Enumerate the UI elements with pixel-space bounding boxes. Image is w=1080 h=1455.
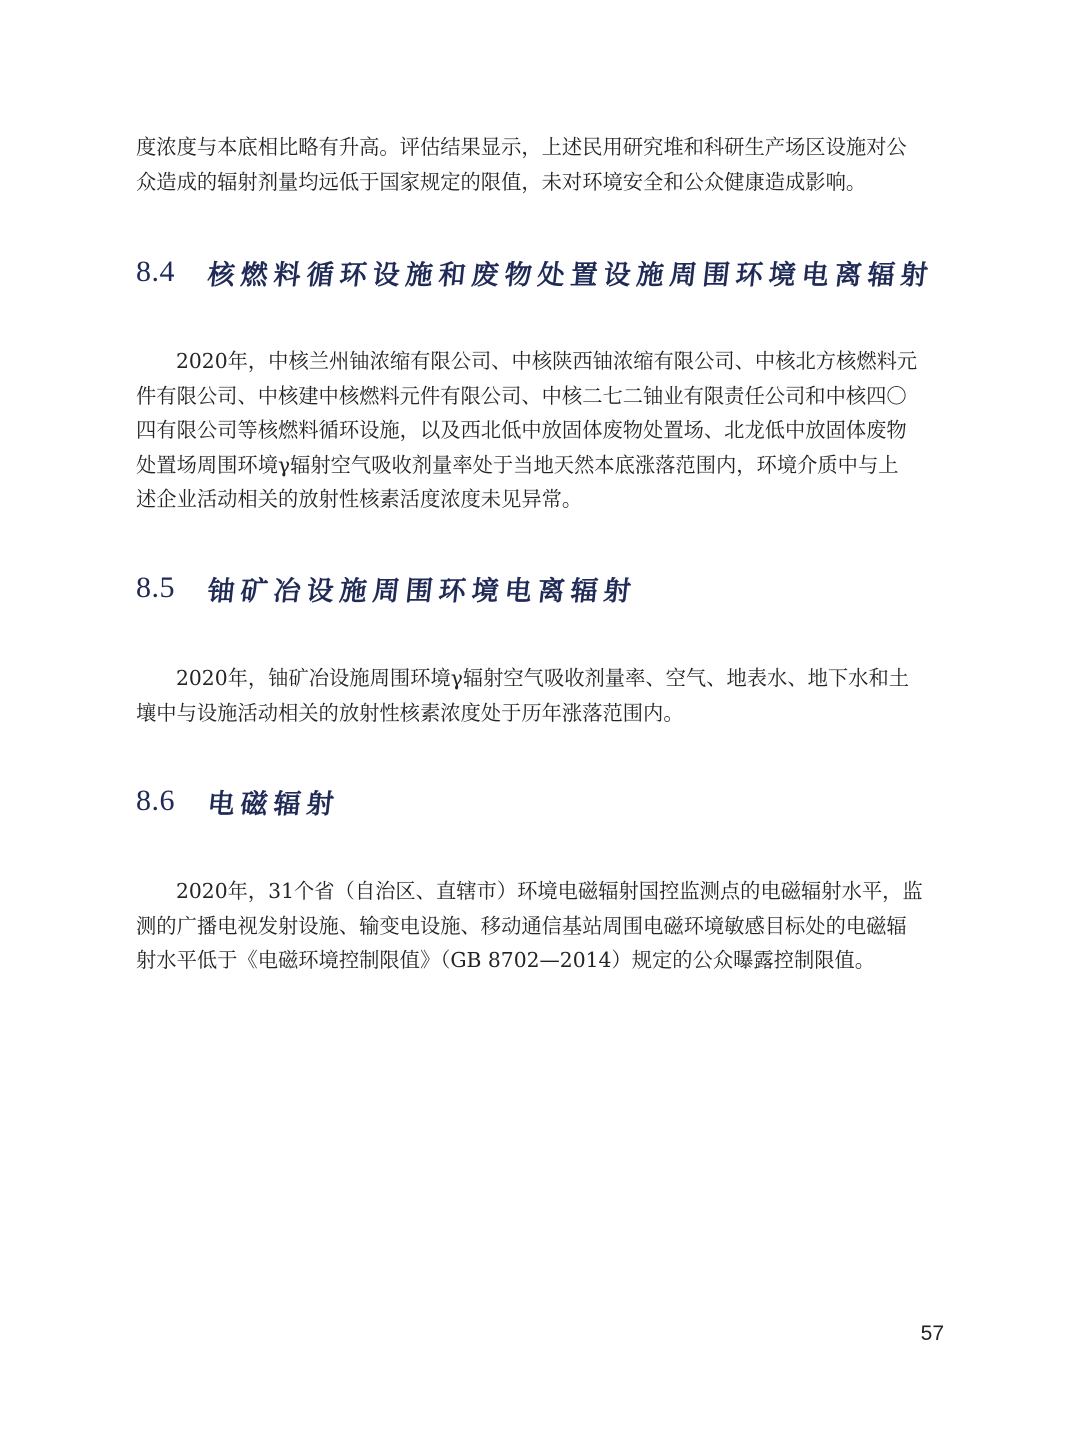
paragraph-line: 处置场周围环境γ辐射空气吸收剂量率处于当地天然本底涨落范围内，环境介质中与上 — [136, 452, 899, 477]
page-number: 57 — [920, 1322, 944, 1345]
paragraph-line: 2020年，中核兰州铀浓缩有限公司、中核陕西铀浓缩有限公司、中核北方核燃料元 — [176, 349, 918, 373]
section-8-5-paragraph — [136, 661, 948, 730]
paragraph-line: 射水平低于《电磁环境控制限值》（GB 8702—2014）规定的公众曝露控制限值。 — [136, 948, 876, 972]
continued-paragraph — [136, 130, 948, 199]
section-heading-8-6 — [136, 781, 340, 821]
section-title: 电磁辐射 — [206, 788, 342, 820]
paragraph-line: 测的广播电视发射设施、输变电设施、移动通信基站周围电磁环境敏感目标处的电磁辐 — [136, 913, 907, 938]
paragraph-line: 四有限公司等核燃料循环设施，以及西北低中放固体废物处置场、北龙低中放固体废物 — [136, 418, 907, 442]
section-heading-8-4 — [136, 252, 934, 292]
section-heading-8-5 — [136, 568, 637, 608]
section-title: 铀矿冶设施周围环境电离辐射 — [206, 575, 639, 607]
paragraph-line: 度浓度与本底相比略有升高。评估结果显示，上述民用研究堆和科研生产场区设施对公 — [136, 135, 907, 159]
section-title: 核燃料循环设施和废物处置设施周围环境电离辐射 — [206, 259, 936, 291]
paragraph-line: 述企业活动相关的放射性核素活度浓度未见异常。 — [136, 487, 583, 511]
paragraph-line: 2020年，31个省（自治区、直辖市）环境电磁辐射国控监测点的电磁辐射水平，监 — [176, 879, 923, 903]
section-number: 8.5 — [136, 571, 175, 604]
section-8-4-paragraph — [136, 344, 948, 517]
section-number: 8.4 — [136, 255, 175, 288]
paragraph-line: 壤中与设施活动相关的放射性核素浓度处于历年涨落范围内。 — [136, 700, 684, 725]
section-8-6-paragraph — [136, 874, 948, 978]
paragraph-line: 2020年，铀矿冶设施周围环境γ辐射空气吸收剂量率、空气、地表水、地下水和土 — [176, 666, 910, 690]
section-number: 8.6 — [136, 784, 175, 817]
paragraph-line: 件有限公司、中核建中核燃料元件有限公司、中核二七二铀业有限责任公司和中核四〇 — [136, 383, 907, 408]
paragraph-line: 众造成的辐射剂量均远低于国家规定的限值，未对环境安全和公众健康造成影响。 — [136, 169, 867, 194]
